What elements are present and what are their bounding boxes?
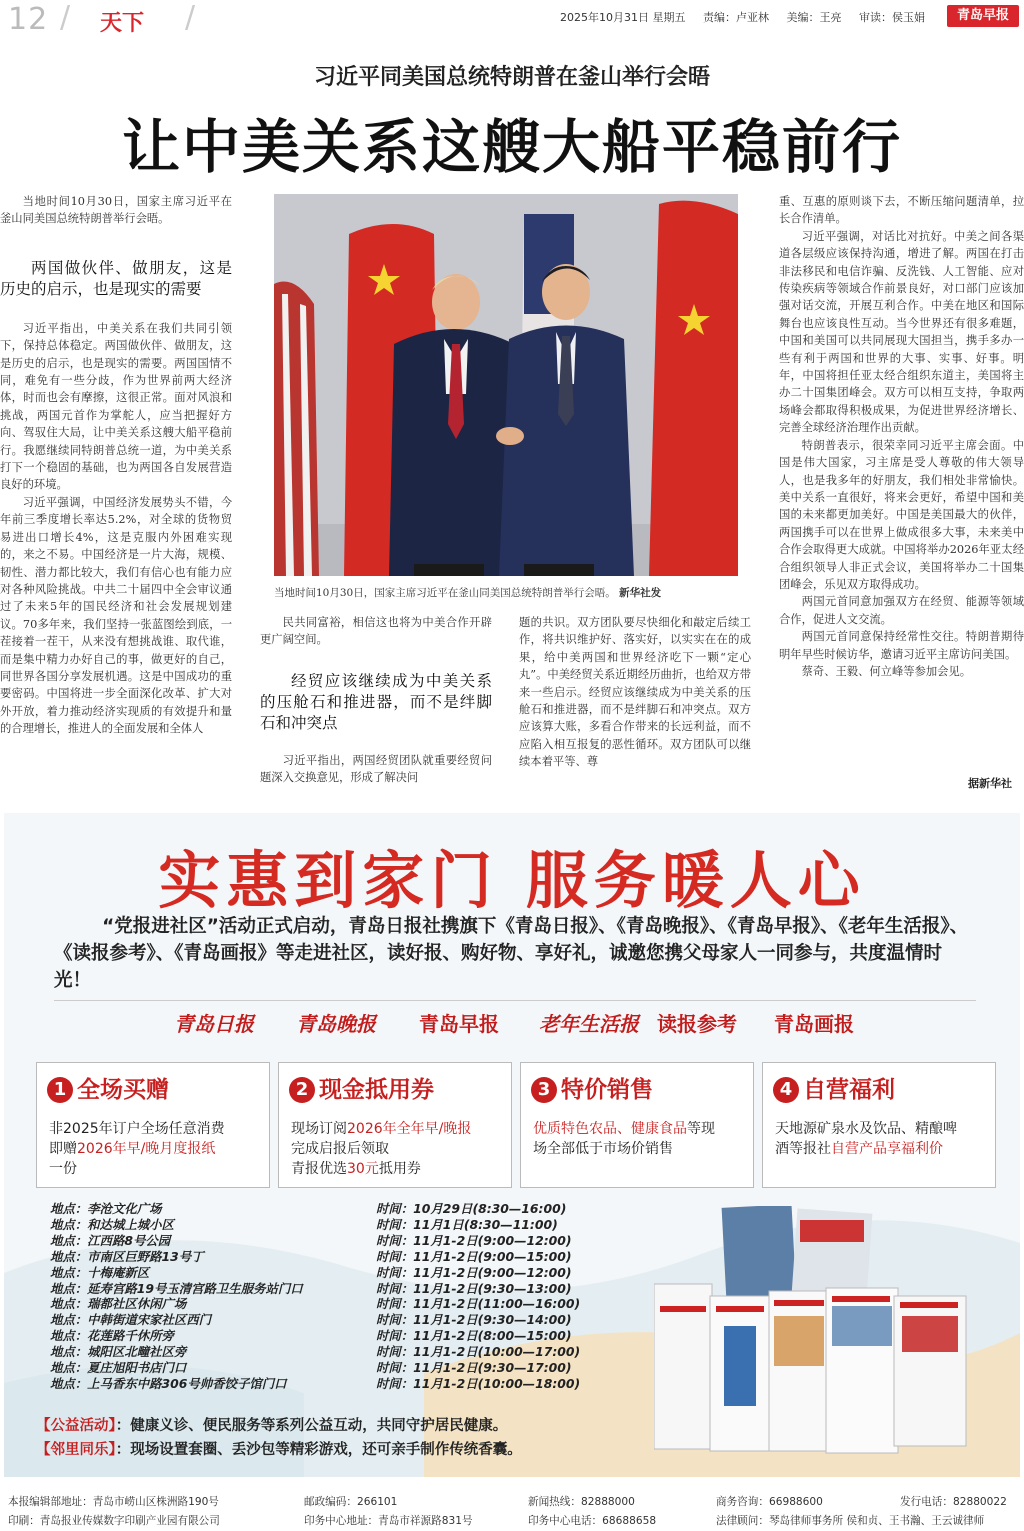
community-ad	[4, 813, 1020, 1477]
venue-item: 地点：延寿宫路19号玉清宫路卫生服务站门口	[50, 1280, 303, 1296]
offer-description	[291, 1119, 503, 1179]
time-list	[376, 1201, 596, 1392]
article-source: 据新华社	[968, 777, 1012, 790]
offer-line: 天地源矿泉水及饮品、精酿啤	[775, 1121, 957, 1137]
page-footer	[0, 1490, 1024, 1531]
section-name: 天下	[100, 10, 145, 36]
art-editor-credit: 美编：王亮	[786, 11, 842, 24]
venue-item: 地点：上马香东中路306号帅香饺子馆门口	[50, 1375, 287, 1391]
logo-senior-life: 老年生活报	[539, 1012, 639, 1036]
venue-item: 地点：夏庄旭阳书店门口	[50, 1360, 187, 1376]
logo-qingdao-morning: 青岛早报	[419, 1012, 499, 1036]
offer-line: 完成启报后领取	[291, 1141, 389, 1157]
venue-item: 地点：中韩街道宋家社区西门	[50, 1312, 212, 1328]
news-photo	[274, 194, 738, 576]
page-number: 12	[8, 2, 49, 37]
offer-line	[49, 1139, 261, 1159]
ad-intro: “党报进社区”活动正式启动，青岛日报社携旗下《青岛日报》、《青岛晚报》、《青岛早报》、《老年生活报》、《读报参考》、《青岛画报》等走进社区，读好报、购好物、享好礼，诚邀您携父母家人一同参与，共度温情时光！	[54, 916, 969, 991]
offer-text: 青报优选	[291, 1161, 347, 1177]
time-item: 时间：11月1日(8:30—11:00)	[376, 1216, 558, 1232]
offer-box-coupon	[278, 1062, 512, 1188]
offer-text: 抵用券	[378, 1161, 421, 1177]
time-item: 时间：11月1-2日(10:00—17:00)	[376, 1344, 581, 1360]
note-text: ：现场设置套圈、丢沙包等精彩游戏，还可亲手制作传统香囊。	[115, 1442, 522, 1458]
note-tag: 【邻里同乐】	[36, 1442, 116, 1458]
offer-text: 酒等报社	[775, 1141, 831, 1157]
ad-title: 实惠到家门 服务暖人心	[158, 844, 866, 917]
offer-highlight: 优质特色农品、健康食品	[533, 1121, 687, 1137]
offer-line	[291, 1119, 503, 1139]
newspaper-stack-image	[654, 1206, 984, 1456]
time-item: 时间：10月29日(8:30—16:00)	[376, 1201, 567, 1216]
time-item: 时间：11月1-2日(9:30—13:00)	[376, 1280, 572, 1296]
venue-item: 地点：和达城上城小区	[50, 1216, 174, 1232]
footer-print-address: 印务中心地址：青岛市祥源路831号	[304, 1515, 473, 1527]
article-paragraph: 习近平指出，中美关系在我们共同引领下，保持总体稳定。两国做伙伴、做朋友，这是历史的启示，也是现实的需要。两国国情不同，难免有一些分歧，作为世界前两大经济体，时而也会有摩擦，这很正常。面对风浪和挑战，两国元首作为掌舵人，应当把握好方向、驾驭住大局，让中美关系这艘大船平稳前行。我愿继续同特朗普总统一道，为中美关系打下一个稳固的基础，也为两国各自发展营造良好的环境。	[0, 321, 232, 492]
article-paragraph: 特朗普表示，很荣幸同习近平主席会面。中国是伟大国家，习主席是受人尊敬的伟大领导人，也是我多年的好朋友，我们相处非常愉快。美中关系一直很好，将来会更好，希望中国和美国的未来都更加美好。中国是美国最大的伙伴，两国携手可以在世界上做成很多大事，未来美中合作会取得更大成就。中国将举办2026年亚太经合组织领导人非正式会议，美国将举办二十国集团峰会，乐见双方取得成功。	[779, 438, 1024, 591]
offer-box-own-products	[762, 1062, 996, 1188]
editor-credit: 责编：卢亚林	[703, 11, 769, 24]
offer-highlight: 2026年全年早/晚报	[347, 1121, 472, 1137]
offer-title: 现金抵用券	[319, 1077, 434, 1103]
footer-printer: 印刷：青岛报业传媒数字印刷产业园有限公司	[8, 1515, 220, 1527]
photo-leaders-handshake	[274, 194, 738, 576]
newspapers-illustration	[654, 1206, 984, 1456]
venue-item: 地点：十梅庵新区	[50, 1264, 150, 1280]
time-item: 时间：11月1-2日(9:30—17:00)	[376, 1360, 572, 1376]
article-paragraph: 习近平指出，两国经贸团队就重要经贸问题深入交换意见，形成了解决问	[260, 753, 492, 785]
venue-item: 地点：瑞都社区休闲广场	[50, 1296, 187, 1312]
footer-postal: 邮政编码：266101	[304, 1496, 398, 1508]
photo-credit: 新华社发	[619, 587, 662, 599]
note-text: ：健康义诊、便民服务等系列公益互动，共同守护居民健康。	[115, 1418, 508, 1434]
note-tag: 【公益活动】	[36, 1418, 116, 1434]
offer-box-special-price	[520, 1062, 754, 1188]
footer-legal: 法律顾问：琴岛律师事务所 侯和贞、王书瀚、王云诚律师	[716, 1515, 985, 1527]
article-paragraph: 习近平强调，对话比对抗好。中美之间各渠道各层级应该保持沟通，增进了解。两国在打击非法移民和电信诈骗、反洗钱、人工智能、应对传染疾病等领域合作前景良好，对口部门应该加强对话交流，开展互利合作。中美在地区和国际舞台也应该良性互动。当今世界还有很多难题，中国和美国可以共同展现大国担当，携手多办一些有利于两国和世界的大事、实事、好事。明年，中国将担任亚太经合组织东道主，美国将主办二十国集团峰会。双方可以相互支持，争取两场峰会都取得积极成果，为促进世界经济增长、完善全球经济治理作出贡献。	[779, 229, 1024, 435]
number-badge: 4	[773, 1077, 799, 1103]
divider	[54, 1000, 976, 1001]
article-column-4	[779, 193, 1024, 680]
offer-line: 一份	[49, 1161, 77, 1177]
number-badge: 1	[47, 1077, 73, 1103]
issue-date: 2025年10月31日 星期五	[560, 11, 686, 24]
venue-item: 地点：花莲路千休所旁	[50, 1328, 174, 1344]
offer-line: 非2025年订户全场任意消费	[49, 1121, 225, 1137]
note-neighborhood-fun	[36, 1438, 676, 1462]
time-item: 时间：11月1-2日(8:00—15:00)	[376, 1328, 572, 1344]
header-meta	[560, 9, 939, 25]
article-paragraph: 习近平强调，中国经济发展势头不错，今年前三季度增长率达5.2%，对全球的货物贸易进出口增长4%，这是克服内外困难实现的，来之不易。中国经济是一片大海，规模、韧性、潜力都比较大，我们有信心也有能力应对各种风险挑战。中共二十届四中全会审议通过了未来5年的国民经济和社会发展规划建议。70多年来，我们坚持一张蓝图绘到底，一茬接着一茬干，从来没有想挑战谁、取代谁，而是集中精力办好自己的事，做更好的自己，同世界各国分享发展机遇。这是中国成功的重要密码。中国将进一步全面深化改革、扩大对外开放，着力推动经济实现质的有效提升和量的合理增长，推进人的全面发展和全体人	[0, 495, 232, 736]
article-paragraph: 题的共识。双方团队要尽快细化和敲定后续工作，将共识维护好、落实好，以实实在在的成果，给中美两国和世界经济吃下一颗“定心丸”。中美经贸关系近期经历曲折，也给双方带来一些启示。经贸应该继续成为中美关系的压舱石和推进器，而不是绊脚石和冲突点。双方应该算大账，多看合作带来的长远利益，而不应陷入相互报复的恶性循环。双方团队可以继续本着平等、尊	[519, 616, 751, 769]
divider-slash: /	[185, 0, 196, 35]
note-public-welfare	[36, 1414, 676, 1438]
offer-text: 即赠	[49, 1141, 77, 1157]
number-badge: 3	[531, 1077, 557, 1103]
proofreader-credit: 审读：侯玉娟	[859, 11, 925, 24]
offer-text: 等现	[687, 1121, 715, 1137]
offer-line	[533, 1119, 745, 1139]
offer-line	[291, 1159, 503, 1179]
footer-address: 本报编辑部地址：青岛市崂山区株洲路190号	[8, 1496, 219, 1508]
offer-line	[775, 1139, 987, 1159]
article-kicker: 习近平同美国总统特朗普在釜山举行会晤	[313, 64, 710, 90]
article-subhead: 两国做伙伴、做朋友，这是历史的启示，也是现实的需要	[0, 258, 232, 298]
logo-qingdao-pictorial: 青岛画报	[774, 1012, 854, 1036]
article-paragraph: 两国元首同意加强双方在经贸、能源等领域合作，促进人文交流。	[779, 595, 1024, 626]
logo-qingdao-daily: 青岛日报	[174, 1012, 254, 1036]
offer-description	[49, 1119, 261, 1179]
time-item: 时间：11月1-2日(10:00—18:00)	[376, 1375, 581, 1391]
footer-hotline: 新闻热线：82888000	[528, 1496, 635, 1508]
article-column-1	[0, 193, 232, 738]
number-badge: 2	[289, 1077, 315, 1103]
page-header	[0, 0, 1024, 38]
time-item: 时间：11月1-2日(9:00—12:00)	[376, 1232, 572, 1248]
divider-slash: /	[60, 0, 71, 35]
offer-title: 全场买赠	[77, 1077, 169, 1103]
photo-caption-text: 当地时间10月30日，国家主席习近平在釜山同美国总统特朗普举行会晤。	[274, 587, 616, 599]
offer-line: 场全部低于市场价销售	[533, 1141, 673, 1157]
offer-description	[775, 1119, 987, 1159]
article-subhead: 经贸应该继续成为中美关系的压舱石和推进器，而不是绊脚石和冲突点	[260, 671, 492, 732]
article-paragraph: 两国元首同意保持经常性交往。特朗普期待明年早些时候访华，邀请习近平主席访问美国。	[779, 630, 1024, 661]
article-lead: 当地时间10月30日，国家主席习近平在釜山同美国总统特朗普举行会晤。	[0, 195, 232, 226]
activity-notes	[36, 1414, 676, 1462]
article-paragraph: 民共同富裕，相信这也将为中美合作开辟更广阔空间。	[260, 616, 492, 647]
offer-highlight: 2026年早/晚月度报纸	[77, 1141, 216, 1157]
brand-logo: 青岛早报	[947, 5, 1019, 27]
article-column-3	[519, 614, 751, 771]
time-item: 时间：11月1-2日(9:00—15:00)	[376, 1248, 572, 1264]
time-item: 时间：11月1-2日(11:00—16:00)	[376, 1296, 581, 1312]
footer-distribution: 发行电话：82880022	[900, 1496, 1007, 1508]
newspaper-logos	[174, 1008, 874, 1048]
time-item: 时间：11月1-2日(9:00—12:00)	[376, 1264, 572, 1280]
photo-caption	[274, 585, 744, 600]
footer-business: 商务咨询：66988600	[716, 1496, 823, 1508]
offer-text: 现场订阅	[291, 1121, 347, 1137]
venue-item: 地点：市南区巨野路13号丁	[50, 1248, 204, 1264]
article-paragraph: 重、互惠的原则谈下去，不断压缩问题清单，拉长合作清单。	[779, 195, 1024, 226]
offer-highlight: 自营产品享福利价	[831, 1141, 943, 1157]
article-paragraph: 蔡奇、王毅、何立峰等参加会见。	[801, 664, 972, 678]
logo-reading-reference: 读报参考	[657, 1012, 737, 1036]
offer-boxes	[36, 1062, 1006, 1188]
venue-item: 地点：江西路8号公园	[50, 1232, 171, 1248]
article-headline: 让中美关系这艘大船平稳前行	[121, 113, 902, 181]
offer-title: 特价销售	[561, 1077, 653, 1103]
offer-box-gift	[36, 1062, 270, 1188]
offer-description	[533, 1119, 745, 1159]
time-item: 时间：11月1-2日(9:30—14:00)	[376, 1312, 572, 1328]
article-column-2	[260, 614, 492, 787]
footer-print-phone: 印务中心电话：68688658	[528, 1515, 657, 1527]
offer-title: 自营福利	[803, 1077, 895, 1103]
offer-highlight: 30元	[347, 1161, 379, 1177]
venue-item: 地点：城阳区北疃社区旁	[50, 1344, 187, 1360]
venue-list	[50, 1201, 370, 1392]
venue-item: 地点：李沧文化广场	[50, 1201, 162, 1216]
logo-qingdao-evening: 青岛晚报	[296, 1012, 376, 1036]
